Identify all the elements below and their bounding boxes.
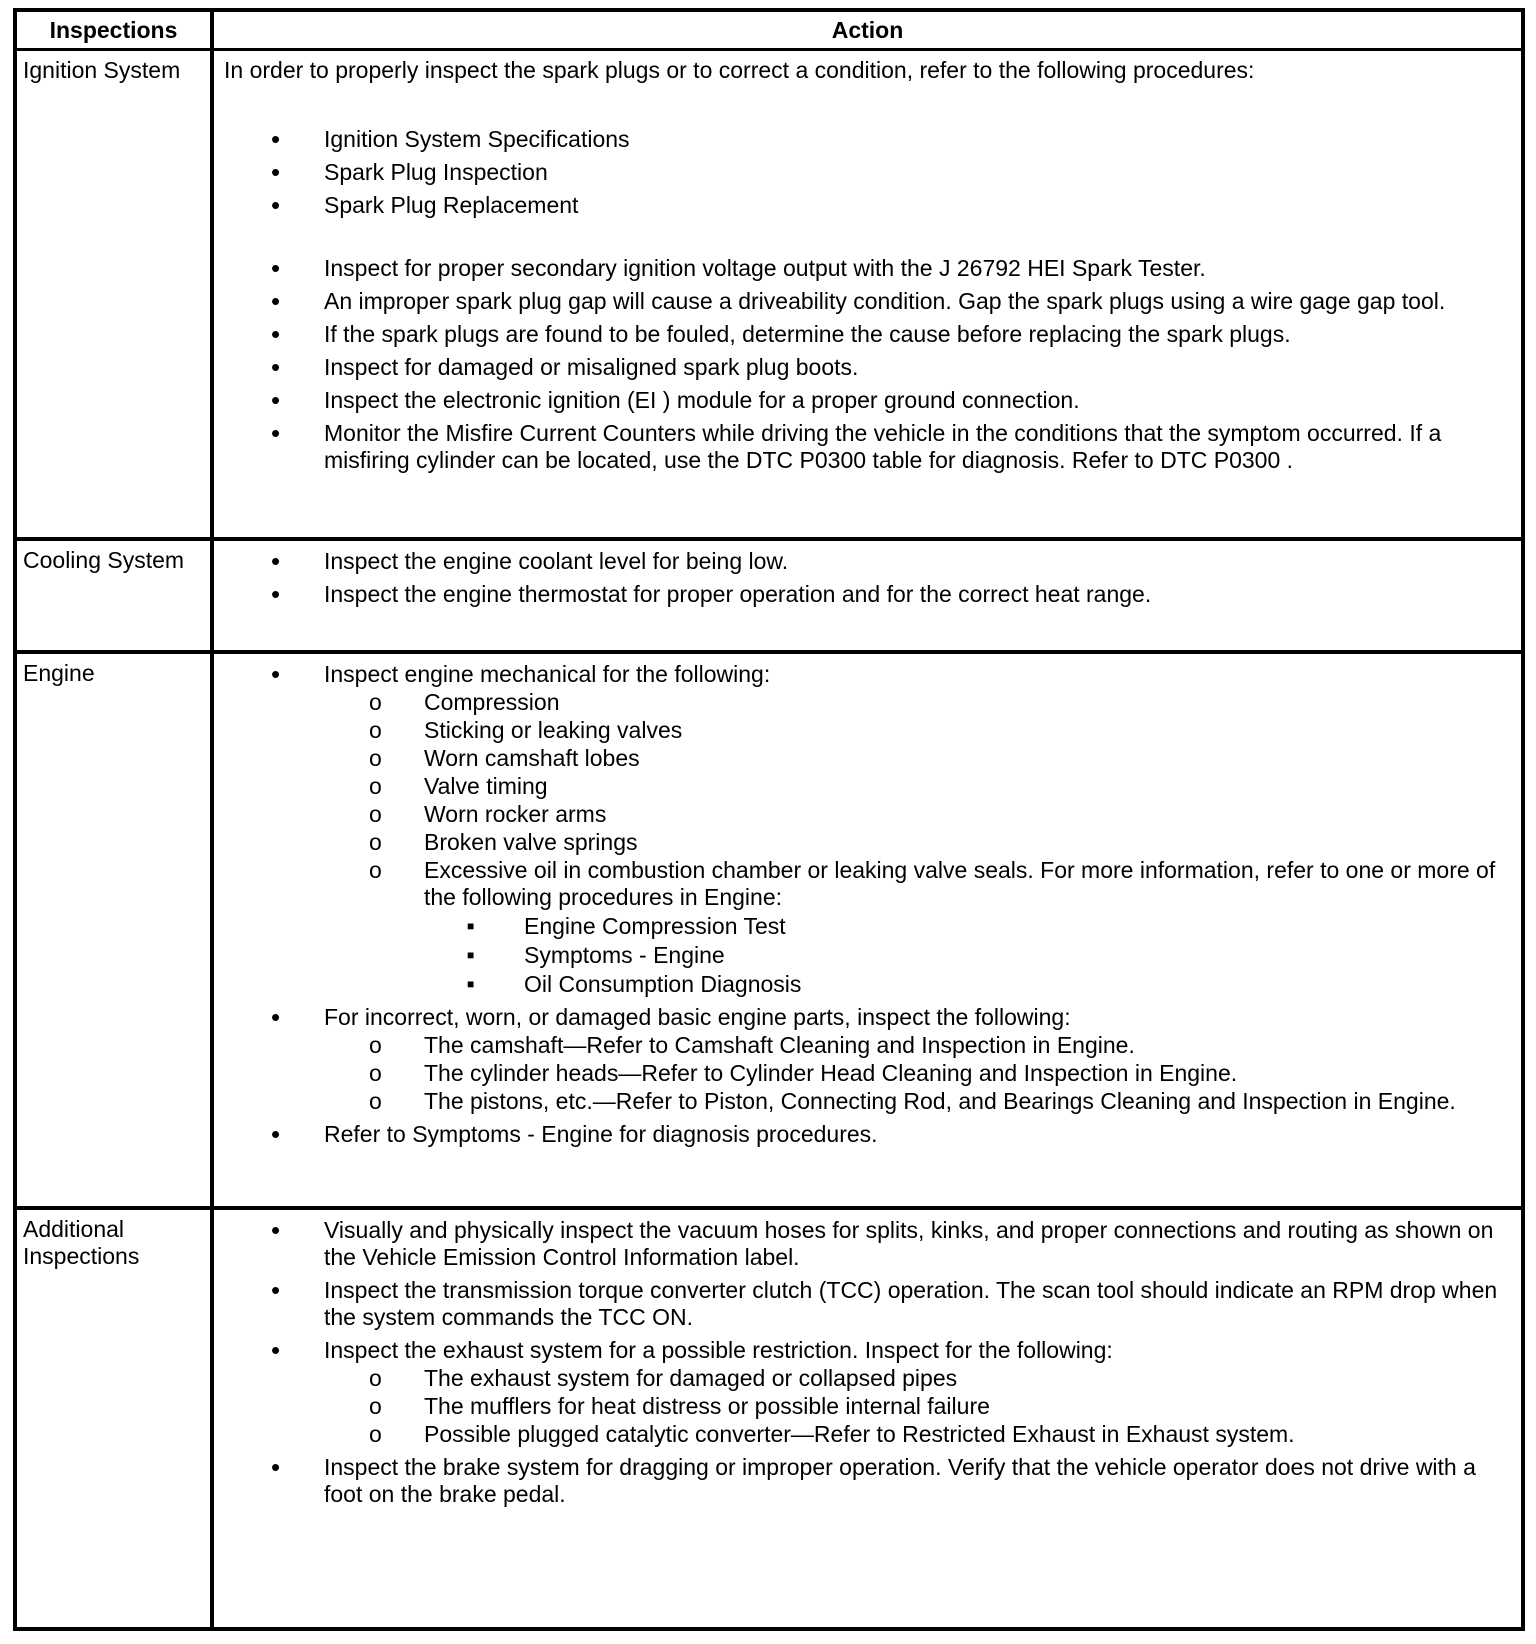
sub-list-item: o Compression [324,689,1511,716]
sub-sub-list-item: ■ Symptoms - Engine [424,942,1511,969]
sub-sub-list-item: ■ Engine Compression Test [424,913,1511,940]
inspection-list [224,661,1511,1148]
sub-list [324,689,1511,998]
header-action: Action [831,17,904,43]
list-item: • Spark Plug Inspection [224,159,1511,186]
list-item: • Monitor the Misfire Current Counters while driving the vehicle in the conditions that the symptom occurred. If a misfiring cylinder can be located, use the DTC P0300 table for diagnosis. Refer to DTC P0300 . [224,420,1511,474]
row-label-cooling-system: Cooling System [23,547,185,573]
list-item: • Refer to Symptoms - Engine for diagnosis procedures. [224,1121,1511,1148]
action-additional-inspections [224,1217,1511,1514]
list-item: • Spark Plug Replacement [224,192,1511,219]
row-label-engine: Engine [23,660,95,686]
row-divider [17,537,1521,541]
list-item-text: Inspect the exhaust system for a possible restriction. Inspect for the following: [324,1337,1113,1363]
list-item-text: Inspect engine mechanical for the following: [324,661,771,687]
list-item-text: For incorrect, worn, or damaged basic engine parts, inspect the following: [324,1004,1071,1030]
sub-list-item: o Worn camshaft lobes [324,745,1511,772]
intro-text: In order to properly inspect the spark plugs or to correct a condition, refer to the following procedures: [224,57,1255,83]
sub-list-item-text: Excessive oil in combustion chamber or leaking valve seals. For more information, refer to one or more of the following procedures in Engine: [424,857,1496,910]
header-inspections: Inspections [49,17,178,43]
inspection-table [13,8,1525,1631]
sub-list [324,1365,1511,1448]
list-item: • Inspect the engine coolant level for being low. [224,548,1511,575]
list-item: • Inspect the electronic ignition (EI ) module for a proper ground connection. [224,387,1511,414]
list-item: • Visually and physically inspect the vacuum hoses for splits, kinks, and proper connections and routing as shown on the Vehicle Emission Control Information label. [224,1217,1511,1271]
inspection-list [224,548,1511,608]
list-item: • Inspect for damaged or misaligned spark plug boots. [224,354,1511,381]
sub-sub-list [424,913,1511,998]
sub-list-item: o The exhaust system for damaged or collapsed pipes [324,1365,1511,1392]
sub-list-item: o Valve timing [324,773,1511,800]
sub-list-item: o Sticking or leaking valves [324,717,1511,744]
row-divider [17,650,1521,654]
sub-list-item [324,857,1511,998]
row-label-ignition-system: Ignition System [23,57,181,83]
sub-sub-list-item: ■ Oil Consumption Diagnosis [424,971,1511,998]
list-item: • Inspect the brake system for dragging or improper operation. Verify that the vehicle operator does not drive with a foot on the brake pedal. [224,1454,1511,1508]
list-item: • Ignition System Specifications [224,126,1511,153]
list-item [224,1004,1511,1115]
sub-list-item: o The cylinder heads—Refer to Cylinder Head Cleaning and Inspection in Engine. [324,1060,1511,1087]
sub-list-item: o The camshaft—Refer to Camshaft Cleaning and Inspection in Engine. [324,1032,1511,1059]
list-item: • Inspect for proper secondary ignition voltage output with the J 26792 HEI Spark Tester. [224,255,1511,282]
row-label-additional-inspections: Additional Inspections [23,1216,140,1269]
list-item [224,1337,1511,1448]
action-ignition-system [224,57,1511,480]
row-divider [17,1206,1521,1210]
procedure-list [224,126,1511,219]
inspection-list [224,1217,1511,1508]
sub-list [324,1032,1511,1115]
list-item: • An improper spark plug gap will cause a driveability condition. Gap the spark plugs using a wire gage gap tool. [224,288,1511,315]
list-item: • If the spark plugs are found to be fouled, determine the cause before replacing the spark plugs. [224,321,1511,348]
list-item: • Inspect the engine thermostat for proper operation and for the correct heat range. [224,581,1511,608]
list-item: • Inspect the transmission torque converter clutch (TCC) operation. The scan tool should indicate an RPM drop when the system commands the TCC ON. [224,1277,1511,1331]
sub-list-item: o The pistons, etc.—Refer to Piston, Connecting Rod, and Bearings Cleaning and Inspection in Engine. [324,1088,1511,1115]
action-cooling-system [224,548,1511,614]
sub-list-item: o Broken valve springs [324,829,1511,856]
column-divider [210,12,214,1627]
inspection-list [224,255,1511,474]
header-divider [17,48,1521,51]
action-engine [224,661,1511,1154]
list-item [224,661,1511,998]
sub-list-item: o The mufflers for heat distress or possible internal failure [324,1393,1511,1420]
sub-list-item: o Possible plugged catalytic converter—Refer to Restricted Exhaust in Exhaust system. [324,1421,1511,1448]
sub-list-item: o Worn rocker arms [324,801,1511,828]
